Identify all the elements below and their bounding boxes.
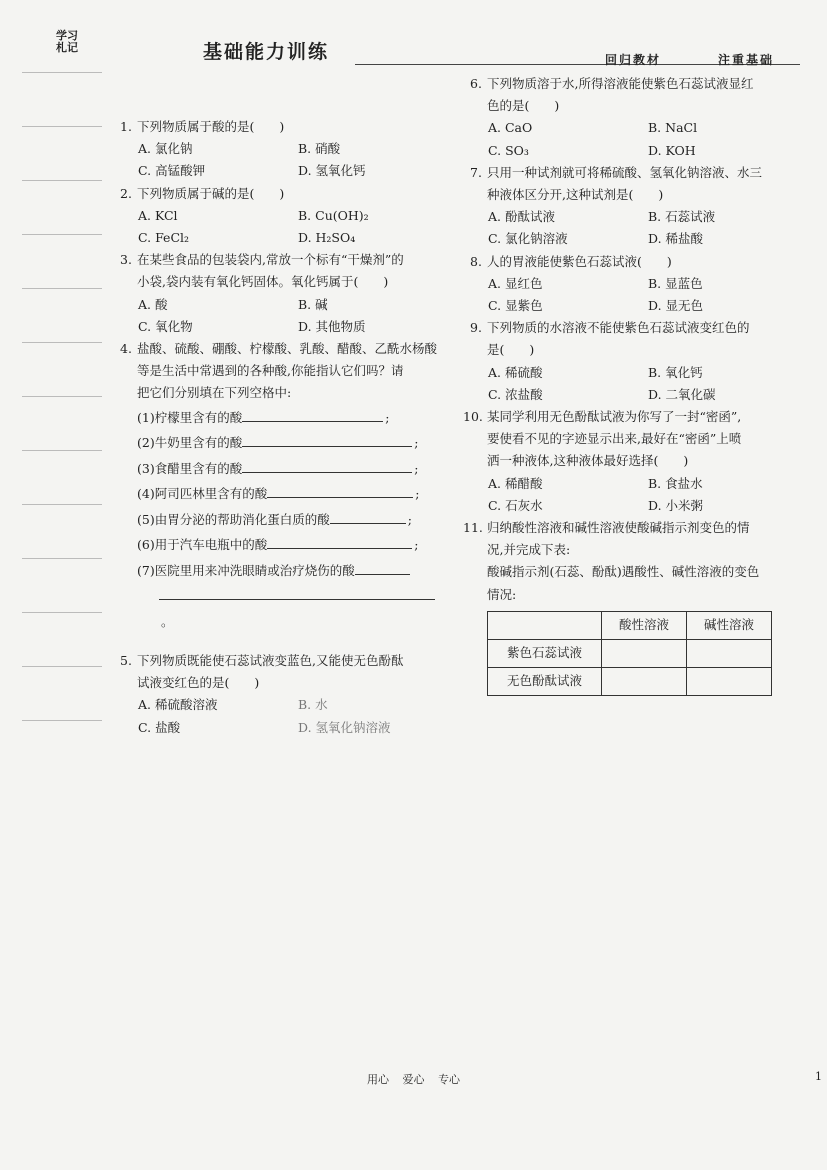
- fill-item-6: (6)用于汽车电瓶中的酸 ;: [137, 532, 447, 558]
- option[interactable]: D. KOH: [648, 142, 696, 158]
- fill-item-3: (3)食醋里含有的酸 ;: [137, 456, 447, 482]
- fill-item-5: (5)由胃分泌的帮助消化蛋白质的酸 ;: [137, 507, 447, 533]
- option[interactable]: C. SO₃: [488, 142, 529, 158]
- fill-item-1: (1)柠檬里含有的酸 ;: [137, 405, 447, 431]
- question-2: 2. 下列物质属于碱的是( ) A. KCl B. Cu(OH)₂ C. FeCl₂ D. H₂SO₄: [137, 183, 447, 250]
- answer-blank[interactable]: [267, 483, 413, 498]
- answer-blank[interactable]: [242, 432, 412, 447]
- question-text-line: 情况:: [487, 586, 517, 602]
- table-header-cell: 碱性溶液: [687, 611, 772, 639]
- option[interactable]: D. 稀盐酸: [648, 231, 704, 247]
- question-5: 5. 下列物质既能使石蕊试液变蓝色,又能使无色酚酞 试液变红色的是( ) A. 稀硫酸溶液 B. 水 C. 盐酸 D. 氢氧化钠溶液: [137, 650, 447, 739]
- option[interactable]: A. 酸: [138, 296, 168, 312]
- answer-blank[interactable]: [159, 585, 435, 600]
- option[interactable]: A. CaO: [488, 120, 533, 136]
- fill-item-7: (7)医院里用来冲洗眼睛或治疗烧伤的酸: [137, 558, 447, 584]
- option[interactable]: A. 酚酞试液: [488, 209, 555, 225]
- question-text-line: 把它们分别填在下列空格中:: [137, 385, 292, 401]
- question-text-line: 归纳酸性溶液和碱性溶液使酸碱指示剂变色的情: [487, 520, 750, 536]
- question-10: 10. 某同学利用无色酚酞试液为你写了一封“密函”, 要使看不见的字迹显示出来,最好在“密函”上喷 洒一种液体,这种液体最好选择( ) A. 稀醋酸 B. 食盐水 C. 石灰水 D. 小米粥: [487, 406, 802, 517]
- question-text-line: 种液体区分开,这种试剂是( ): [487, 187, 664, 203]
- question-text: 下列物质属于酸的是( ): [137, 119, 285, 134]
- question-7: 7. 只用一种试剂就可将稀硫酸、氢氧化钠溶液、水三 种液体区分开,这种试剂是( ) A. 酚酞试液 B. 石蕊试液 C. 氯化钠溶液 D. 稀盐酸: [487, 162, 802, 251]
- question-9: 9. 下列物质的水溶液不能使紫色石蕊试液变红色的 是( ) A. 稀硫酸 B. 氧化钙 C. 浓盐酸 D. 二氧化碳: [487, 317, 802, 406]
- option[interactable]: C. 浓盐酸: [488, 386, 543, 402]
- option[interactable]: D. H₂SO₄: [298, 230, 356, 246]
- question-text-line: 况,并完成下表:: [487, 542, 571, 558]
- option[interactable]: C. 氯化钠溶液: [488, 231, 568, 247]
- question-text-line: 要使看不见的字迹显示出来,最好在“密函”上喷: [487, 431, 742, 447]
- question-text-line: 是( ): [487, 342, 535, 358]
- question-text-line: 人的胃液能使紫色石蕊试液( ): [487, 253, 672, 269]
- option[interactable]: C. 氧化物: [138, 318, 193, 334]
- option[interactable]: A. 稀硫酸: [488, 364, 543, 380]
- question-text: 下列物质属于碱的是( ): [137, 185, 285, 201]
- question-6: 6. 下列物质溶于水,所得溶液能使紫色石蕊试液显红 色的是( ) A. CaO B. NaCl C. SO₃ D. KOH: [487, 73, 802, 162]
- option[interactable]: A. 显红色: [488, 275, 543, 291]
- answer-cell[interactable]: [687, 639, 772, 667]
- fill-item-7-continued: 。: [137, 583, 447, 634]
- side-label: [56, 30, 78, 54]
- question-text-line: 下列物质既能使石蕊试液变蓝色,又能使无色酚酞: [137, 653, 404, 668]
- option[interactable]: B. 硝酸: [298, 141, 341, 157]
- question-text-line: 洒一种液体,这种液体最好选择( ): [487, 453, 689, 469]
- page-title: 基础能力训练: [203, 41, 330, 63]
- fill-blank-list: [137, 405, 447, 635]
- question-11: 11. 归纳酸性溶液和碱性溶液使酸碱指示剂变色的情 况,并完成下表: 酸碱指示剂(石蕊、酚酞)遇酸性、碱性溶液的变色 情况:: [487, 517, 802, 606]
- option[interactable]: D. 其他物质: [298, 318, 366, 334]
- option[interactable]: A. KCl: [138, 207, 178, 223]
- question-text-line: 只用一种试剂就可将稀硫酸、氢氧化钠溶液、水三: [487, 164, 763, 180]
- answer-cell[interactable]: [602, 639, 687, 667]
- note-lines: [22, 72, 102, 774]
- answer-blank[interactable]: [355, 560, 410, 575]
- answer-cell[interactable]: [687, 667, 772, 695]
- answer-blank[interactable]: [242, 458, 412, 473]
- option[interactable]: C. FeCl₂: [138, 230, 190, 246]
- question-3: 3. 在某些食品的包装袋内,常放一个标有“干燥剂”的 小袋,袋内装有氧化钙固体。氧化钙属于( ) A. 酸 B. 碱 C. 氧化物 D. 其他物质: [137, 249, 447, 338]
- fill-item-2: (2)牛奶里含有的酸 ;: [137, 430, 447, 456]
- question-text-line: 小袋,袋内装有氧化钙固体。氧化钙属于( ): [137, 274, 389, 290]
- option[interactable]: C. 高锰酸钾: [138, 163, 206, 179]
- header-tag-2: 注重基础: [718, 53, 775, 67]
- option[interactable]: B. 氧化钙: [648, 364, 703, 380]
- option[interactable]: C. 石灰水: [488, 497, 543, 513]
- option[interactable]: A. 氯化钠: [138, 141, 193, 157]
- answer-cell[interactable]: [602, 667, 687, 695]
- page-footer: 用心 爱心 专心: [367, 1073, 460, 1086]
- table-row: [488, 667, 772, 695]
- side-label-line-1: 学习: [56, 29, 78, 42]
- question-text-line: 某同学利用无色酚酞试液为你写了一封“密函”,: [487, 409, 742, 425]
- fill-item-4: (4)阿司匹林里含有的酸 ;: [137, 481, 447, 507]
- question-text-line: 等是生活中常遇到的各种酸,你能指认它们吗？请: [137, 363, 404, 379]
- question-text-line: 下列物质的水溶液不能使紫色石蕊试液变红色的: [487, 320, 750, 336]
- option[interactable]: B. 水: [298, 697, 328, 713]
- side-label-line-2: 札记: [56, 41, 78, 54]
- question-text-line: 盐酸、硫酸、硼酸、柠檬酸、乳酸、醋酸、乙酰水杨酸: [137, 341, 438, 357]
- row-label: 无色酚酞试液: [488, 667, 602, 695]
- option[interactable]: D. 氢氧化钠溶液: [298, 719, 391, 735]
- option[interactable]: A. 稀硫酸溶液: [138, 697, 218, 713]
- page-number: 1: [815, 1070, 822, 1083]
- indicator-table: [487, 611, 772, 696]
- option[interactable]: D. 二氧化碳: [648, 386, 716, 402]
- question-text-line: 在某些食品的包装袋内,常放一个标有“干燥剂”的: [137, 252, 404, 268]
- question-1: 1. 下列物质属于酸的是( ) A. 氯化钠 B. 硝酸 C. 高锰酸钾 D. 氢氧化钙: [137, 116, 447, 183]
- table-header-cell: [488, 611, 602, 639]
- option[interactable]: D. 氢氧化钙: [298, 163, 366, 179]
- header-tag-1: 回归教材: [605, 53, 662, 67]
- option[interactable]: D. 小米粥: [648, 497, 704, 513]
- table-header-cell: 酸性溶液: [602, 611, 687, 639]
- option[interactable]: D. 显无色: [648, 298, 704, 314]
- question-4: 4. 盐酸、硫酸、硼酸、柠檬酸、乳酸、醋酸、乙酰水杨酸 等是生活中常遇到的各种酸,你能指认它们吗？请 把它们分别填在下列空格中: (1)柠檬里含有的酸 ; (2)牛奶里含有的酸 ; (3)食醋里含有的酸 ; (4)阿司匹林里含有的酸 ; (5)由胃分泌的帮助消化蛋白质的酸 ; (6)用于汽车电瓶中的酸 ; (7)医院里用来冲洗眼睛或治疗烧伤的酸 。: [137, 338, 447, 634]
- question-text-line: 酸碱指示剂(石蕊、酚酞)遇酸性、碱性溶液的变色: [487, 564, 760, 580]
- answer-blank[interactable]: [267, 534, 412, 549]
- option[interactable]: C. 盐酸: [138, 719, 181, 735]
- question-text-line: 色的是( ): [487, 98, 560, 114]
- option[interactable]: B. 食盐水: [648, 475, 703, 491]
- option[interactable]: B. Cu(OH)₂: [298, 207, 369, 223]
- question-text-line: 下列物质溶于水,所得溶液能使紫色石蕊试液显红: [487, 76, 754, 91]
- option[interactable]: B. NaCl: [648, 120, 698, 136]
- option[interactable]: C. 显紫色: [488, 298, 543, 314]
- option[interactable]: B. 显蓝色: [648, 275, 703, 291]
- question-text-line: 试液变红色的是( ): [137, 675, 260, 691]
- left-column: [120, 116, 447, 634]
- right-column: [463, 73, 802, 696]
- question-8: 8. 人的胃液能使紫色石蕊试液( ) A. 显红色 B. 显蓝色 C. 显紫色 D. 显无色: [487, 251, 802, 318]
- option[interactable]: B. 碱: [298, 296, 328, 312]
- table-header-row: [488, 611, 772, 639]
- row-label: 紫色石蕊试液: [488, 639, 602, 667]
- option[interactable]: A. 稀醋酸: [488, 475, 543, 491]
- table-row: [488, 639, 772, 667]
- option[interactable]: B. 石蕊试液: [648, 209, 716, 225]
- answer-blank[interactable]: [242, 407, 383, 422]
- answer-blank[interactable]: [330, 509, 406, 524]
